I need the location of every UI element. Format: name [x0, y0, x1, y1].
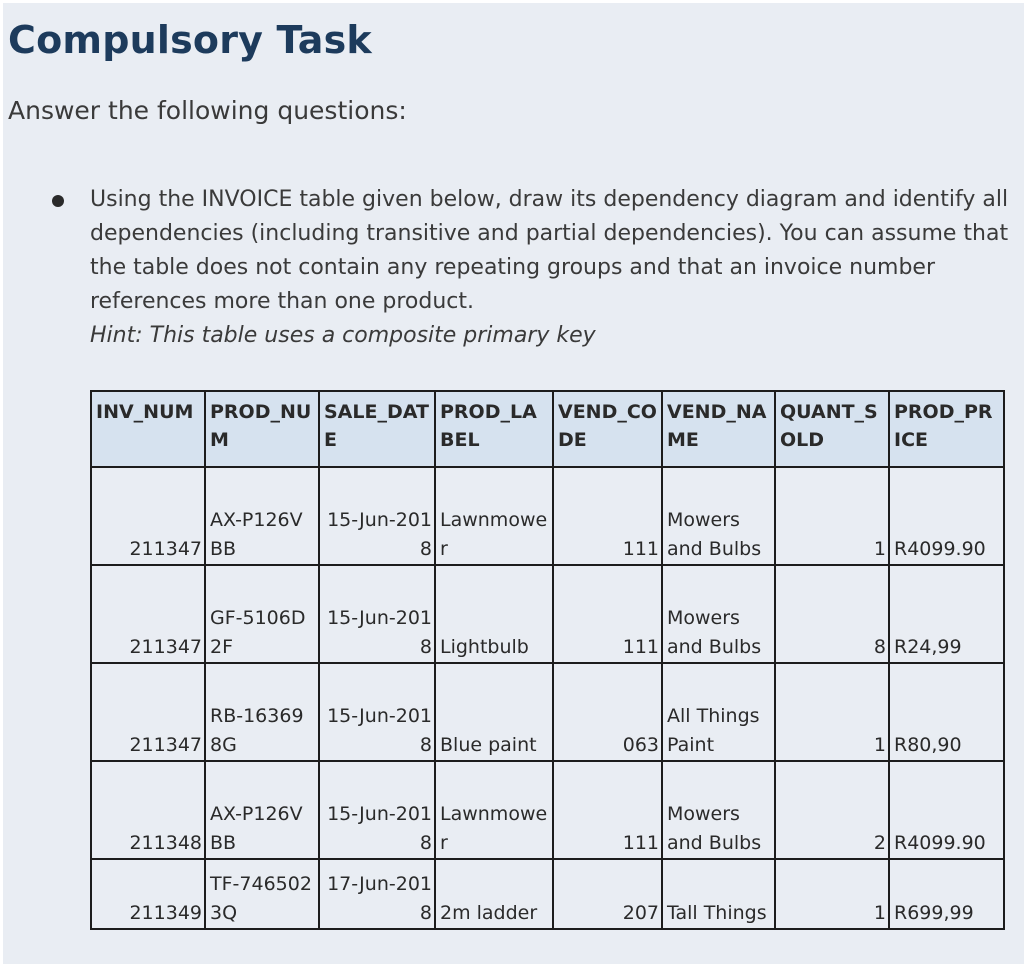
- cell-vend-code: 111: [553, 467, 662, 565]
- page-title: Compulsory Task: [8, 18, 372, 62]
- cell-prod-price: R24,99: [889, 565, 1004, 663]
- cell-prod-price: R80,90: [889, 663, 1004, 761]
- cell-vend-name: All Things Paint: [662, 663, 775, 761]
- header-prod-price: PROD_PRICE: [889, 391, 1004, 467]
- cell-quant-sold: 1: [775, 859, 889, 929]
- cell-inv-num: 211347: [91, 663, 205, 761]
- header-inv-num: INV_NUM: [91, 391, 205, 467]
- cell-inv-num: 211347: [91, 565, 205, 663]
- header-quant-sold: QUANT_SOLD: [775, 391, 889, 467]
- question-body: Using the INVOICE table given below, draw its dependency diagram and identify all dependencies (including transitive and partial dependencies). You can assume that the table does not contain any repeating groups and that an invoice number references more than one product.: [90, 187, 1009, 314]
- cell-quant-sold: 2: [775, 761, 889, 859]
- table-row: [91, 467, 1004, 565]
- cell-prod-num: AX-P126VBB: [205, 467, 319, 565]
- cell-prod-price: R4099.90: [889, 467, 1004, 565]
- cell-sale-date: 15-Jun-2018: [319, 663, 435, 761]
- header-prod-label: PROD_LABEL: [435, 391, 553, 467]
- cell-prod-num: TF-7465023Q: [205, 859, 319, 929]
- cell-prod-price: R4099.90: [889, 761, 1004, 859]
- cell-prod-price: R699,99: [889, 859, 1004, 929]
- cell-vend-name: Tall Things: [662, 859, 775, 929]
- cell-prod-label: Lightbulb: [435, 565, 553, 663]
- cell-vend-name: Mowers and Bulbs: [662, 467, 775, 565]
- cell-prod-label: Lawnmower: [435, 467, 553, 565]
- cell-prod-num: RB-163698G: [205, 663, 319, 761]
- cell-quant-sold: 8: [775, 565, 889, 663]
- cell-sale-date: 15-Jun-2018: [319, 467, 435, 565]
- table-row: [91, 565, 1004, 663]
- table-row: [91, 859, 1004, 929]
- cell-quant-sold: 1: [775, 467, 889, 565]
- cell-vend-code: 207: [553, 859, 662, 929]
- header-prod-num: PROD_NUM: [205, 391, 319, 467]
- cell-inv-num: 211348: [91, 761, 205, 859]
- cell-inv-num: 211349: [91, 859, 205, 929]
- header-vend-code: VEND_CODE: [553, 391, 662, 467]
- table-row: [91, 761, 1004, 859]
- hint-text: Hint: This table uses a composite primary key: [90, 323, 596, 348]
- cell-sale-date: 17-Jun-2018: [319, 859, 435, 929]
- cell-prod-label: Lawnmower: [435, 761, 553, 859]
- cell-vend-name: Mowers and Bulbs: [662, 565, 775, 663]
- cell-vend-code: 111: [553, 761, 662, 859]
- cell-prod-num: GF-5106D2F: [205, 565, 319, 663]
- cell-quant-sold: 1: [775, 663, 889, 761]
- cell-inv-num: 211347: [91, 467, 205, 565]
- intro-text: Answer the following questions:: [8, 96, 407, 125]
- cell-vend-code: 111: [553, 565, 662, 663]
- header-vend-name: VEND_NAME: [662, 391, 775, 467]
- invoice-table: [90, 390, 1005, 930]
- cell-vend-code: 063: [553, 663, 662, 761]
- cell-prod-label: Blue paint: [435, 663, 553, 761]
- bullet-dot-icon: [52, 195, 64, 207]
- cell-sale-date: 15-Jun-2018: [319, 565, 435, 663]
- cell-vend-name: Mowers and Bulbs: [662, 761, 775, 859]
- cell-prod-label: 2m ladder: [435, 859, 553, 929]
- cell-sale-date: 15-Jun-2018: [319, 761, 435, 859]
- table-header-row: [91, 391, 1004, 467]
- header-sale-date: SALE_DATE: [319, 391, 435, 467]
- cell-prod-num: AX-P126VBB: [205, 761, 319, 859]
- table-row: [91, 663, 1004, 761]
- question-text: [90, 183, 1018, 353]
